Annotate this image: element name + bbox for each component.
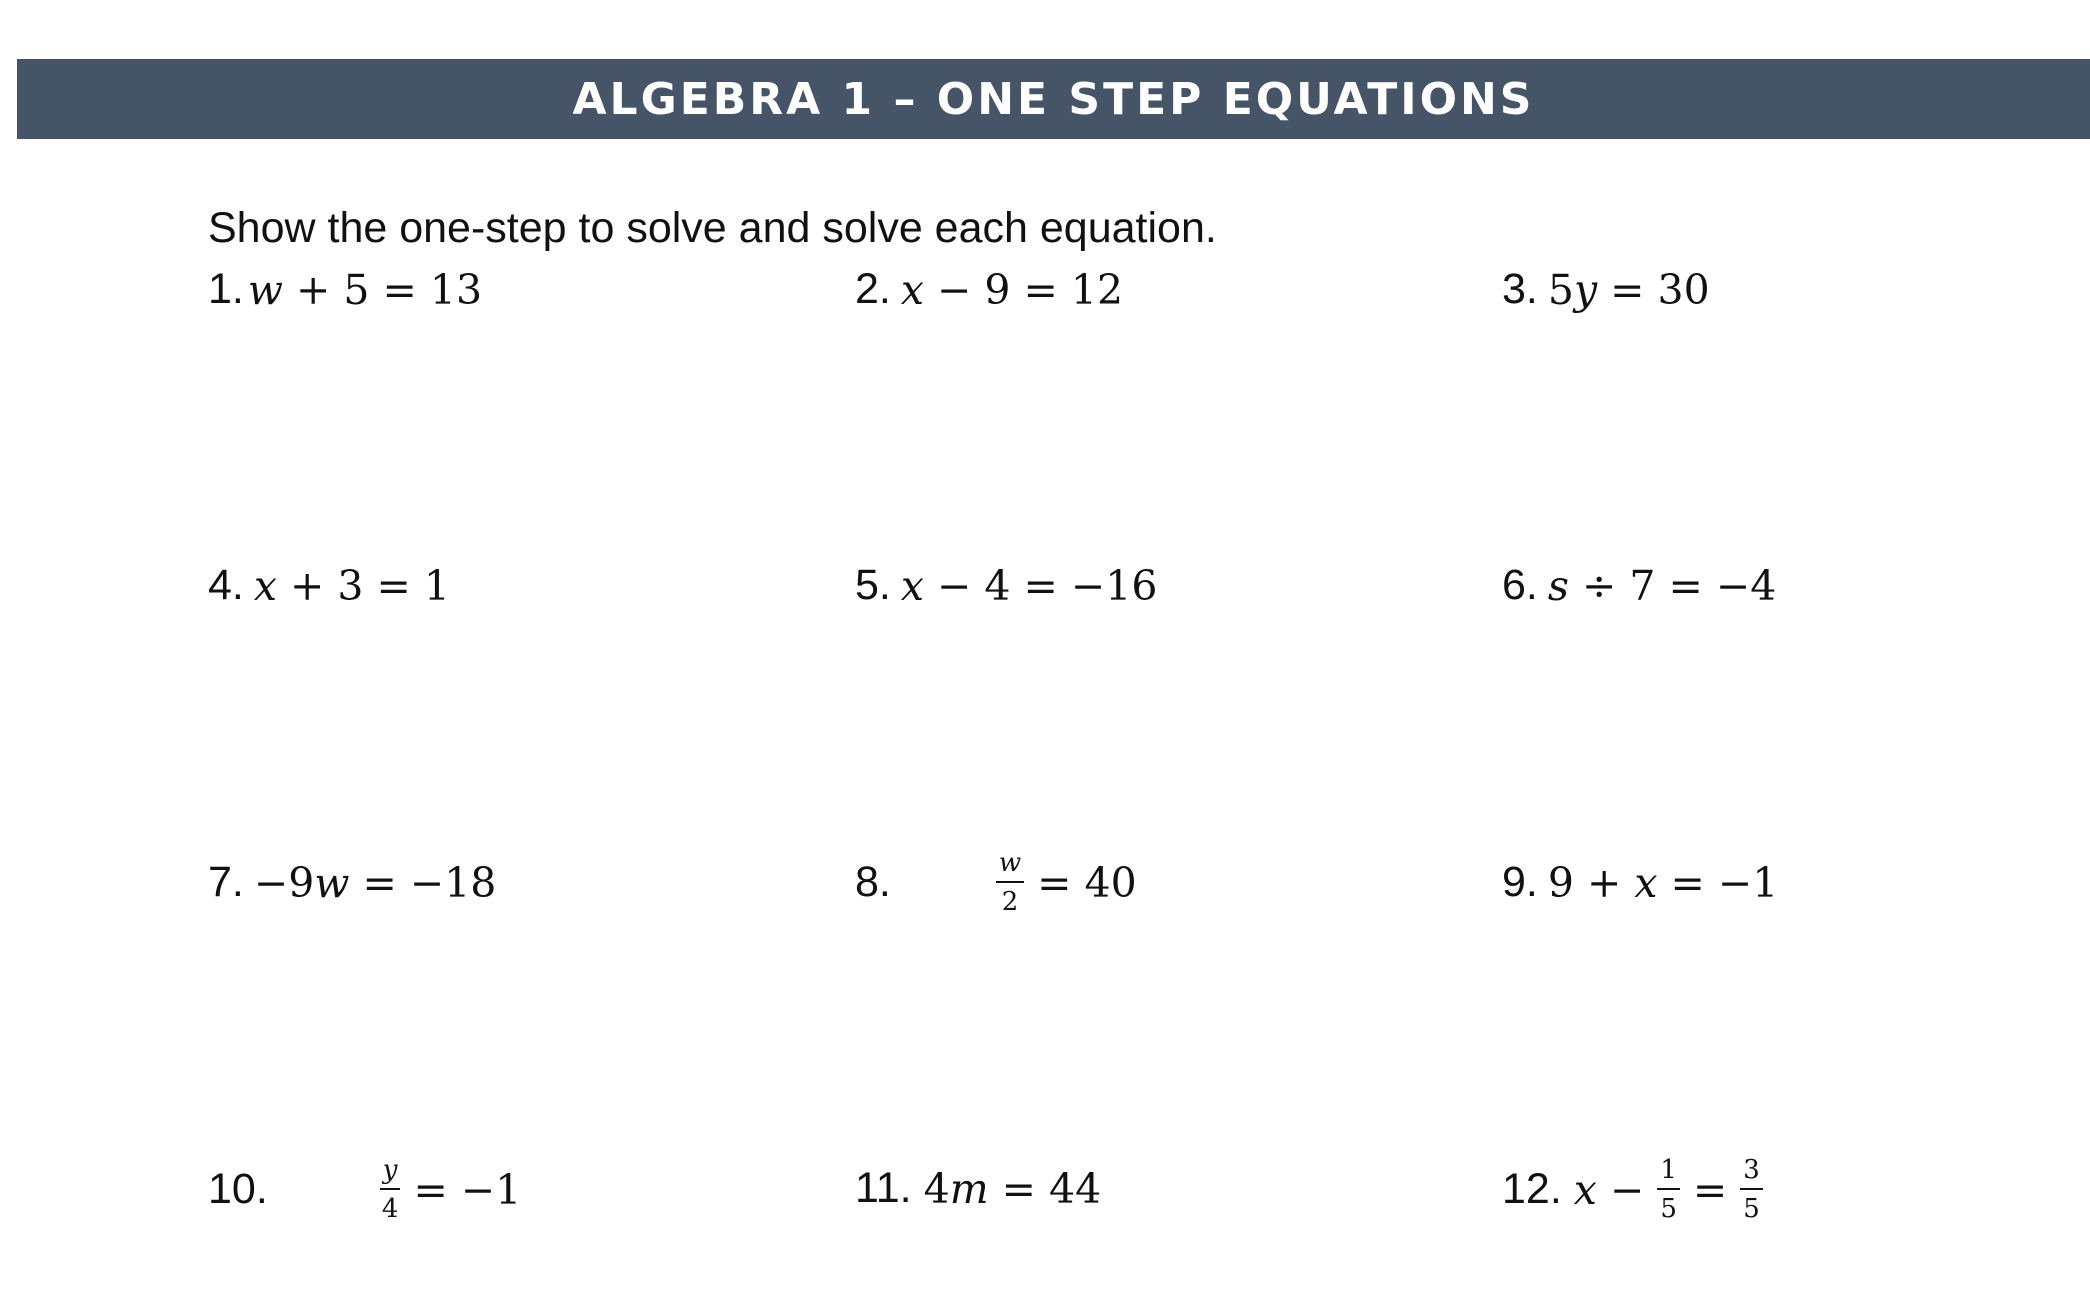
fraction-denominator: 2 (1001, 887, 1019, 917)
problem-number: 12. (1502, 1165, 1562, 1213)
fraction-numerator: y (380, 1157, 401, 1190)
problem-12 (1502, 1157, 1763, 1222)
variable: x (900, 561, 924, 610)
variable: x (1573, 1165, 1597, 1214)
problem-number: 8. (855, 858, 891, 906)
fraction (996, 850, 1024, 915)
variable: x (900, 265, 924, 314)
fraction (380, 1157, 401, 1222)
variable: s (1547, 561, 1569, 610)
problem-number: 10. (208, 1165, 268, 1213)
equation (996, 850, 1137, 915)
problem-3 (1502, 265, 1710, 314)
fraction-numerator: w (996, 850, 1024, 883)
problem-number: 1. (208, 265, 244, 313)
problem-7 (208, 858, 496, 907)
problem-number: 5. (855, 561, 891, 609)
problem-10 (208, 1157, 521, 1222)
page-title: ALGEBRA 1 – ONE STEP EQUATIONS (572, 73, 1535, 125)
equation-rest: = −18 (349, 858, 497, 907)
problem-5 (855, 561, 1157, 610)
equation-rest: − 4 = −16 (924, 561, 1158, 610)
fraction (1657, 1157, 1680, 1222)
problem-1 (208, 265, 482, 314)
fraction-numerator: 1 (1657, 1157, 1680, 1190)
title-banner (17, 59, 2090, 139)
variable: y (1573, 265, 1598, 314)
minus-sign: − (1596, 1165, 1658, 1214)
variable: x (1634, 858, 1658, 907)
equation-rest: = −1 (1657, 858, 1779, 907)
variable: m (949, 1164, 989, 1213)
equation (254, 562, 450, 610)
equation (1548, 859, 1779, 907)
equation (901, 562, 1158, 610)
variable: x (253, 561, 277, 610)
coefficient: −9 (253, 858, 315, 907)
problem-11 (855, 1164, 1101, 1213)
problem-number: 11. (855, 1164, 912, 1212)
problem-8 (855, 850, 1137, 915)
equation (380, 1157, 522, 1222)
equation-rest: − 9 = 12 (924, 265, 1124, 314)
problem-9 (1502, 858, 1778, 907)
equation (248, 266, 482, 314)
problem-number: 7. (208, 858, 244, 906)
coefficient: 5 (1547, 265, 1574, 314)
equation-rest: ÷ 7 = −4 (1568, 561, 1777, 610)
problem-number: 9. (1502, 858, 1538, 906)
fraction-denominator: 5 (1660, 1194, 1677, 1224)
problem-number: 4. (208, 561, 244, 609)
variable: w (247, 265, 283, 314)
equation-rest: + 5 = 13 (282, 265, 483, 314)
problem-4 (208, 561, 450, 610)
coefficient: 4 (923, 1164, 950, 1213)
fraction (1740, 1157, 1763, 1222)
equation-rest: = 30 (1597, 265, 1710, 314)
fraction-numerator: 3 (1740, 1157, 1763, 1190)
equation (1548, 562, 1776, 610)
fraction-denominator: 5 (1743, 1194, 1760, 1224)
problem-number: 3. (1502, 265, 1538, 313)
equation (924, 1165, 1102, 1213)
equation-rest: + 3 = 1 (277, 561, 451, 610)
equation-rest: = 40 (1024, 858, 1137, 907)
equals-sign: = (1679, 1165, 1741, 1214)
instructions: Show the one-step to solve and solve each equation. (208, 204, 1217, 252)
equation (1574, 1157, 1763, 1222)
equation (1548, 266, 1710, 314)
problem-number: 2. (855, 265, 891, 313)
problem-2 (855, 265, 1123, 314)
equation (254, 859, 497, 907)
equation (901, 266, 1123, 314)
equation-rest: = 44 (988, 1164, 1102, 1213)
fraction-denominator: 4 (381, 1194, 399, 1224)
equation-rest: = −1 (400, 1165, 522, 1214)
problem-6 (1502, 561, 1776, 610)
variable: w (314, 858, 350, 907)
problem-number: 6. (1502, 561, 1538, 609)
equation-left: 9 + (1547, 858, 1635, 907)
